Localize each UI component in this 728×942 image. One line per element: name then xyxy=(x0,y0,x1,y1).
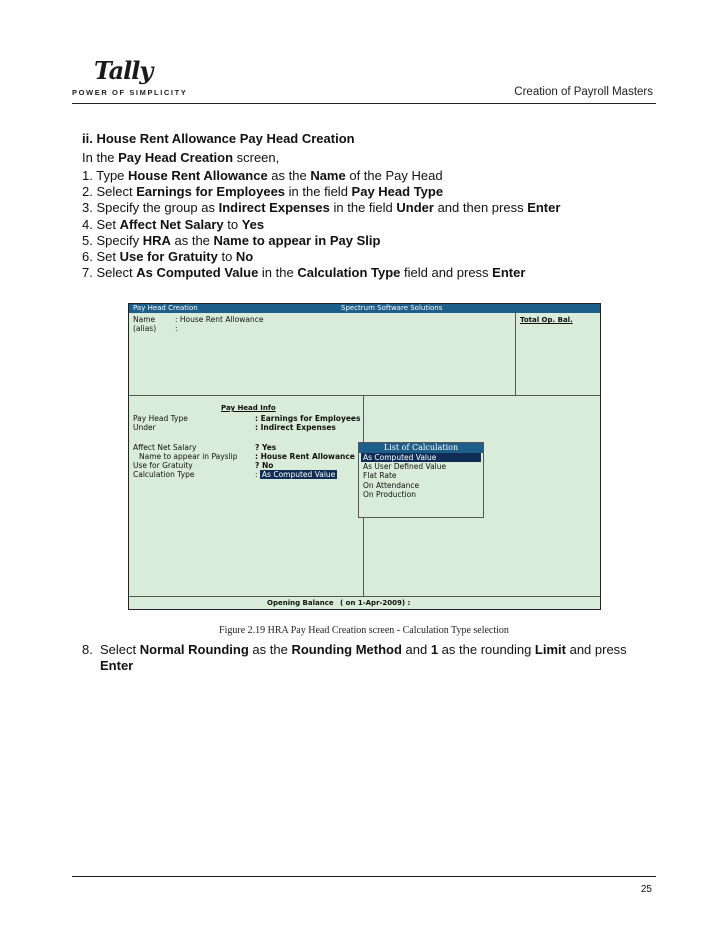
step-8-segment: Select xyxy=(100,642,140,657)
step-5-segment: HRA xyxy=(142,232,171,248)
step-item xyxy=(82,265,560,281)
intro-pre: In the xyxy=(82,150,119,165)
intro-text xyxy=(82,150,279,165)
step-8 xyxy=(82,642,652,674)
name-region xyxy=(129,313,600,396)
tally-logo xyxy=(72,56,188,100)
step-number: 4. xyxy=(82,216,97,232)
header-title: Creation of Payroll Masters xyxy=(514,86,653,98)
use-for-gratuity-label: Use for Gratuity xyxy=(133,461,193,470)
total-op-bal-label: Total Op. Bal. xyxy=(520,316,573,324)
step-item xyxy=(82,184,560,200)
step-3-segment: Under xyxy=(396,200,434,216)
steps-list xyxy=(82,168,560,281)
page-number: 25 xyxy=(640,884,652,895)
figure-caption: Figure 2.19 HRA Pay Head Creation screen - Calculation Type selection xyxy=(219,625,509,636)
step-7-segment: Calculation Type xyxy=(297,265,401,281)
pay-head-type-value[interactable]: : Earnings for Employees xyxy=(255,414,361,423)
total-op-bal-panel xyxy=(515,313,601,395)
opening-balance-bar xyxy=(129,596,600,610)
step-7-segment: Enter xyxy=(492,265,526,281)
step-2-segment: Select xyxy=(96,184,137,200)
calculation-options xyxy=(359,453,483,499)
step-4-segment: Set xyxy=(96,216,120,232)
step-4-segment: Affect Net Salary xyxy=(119,216,224,232)
step-7-segment: As Computed Value xyxy=(136,265,259,281)
step-8-text xyxy=(82,642,652,674)
step-8-segment: Limit xyxy=(534,642,566,657)
step-7-segment: Select xyxy=(96,265,137,281)
step-number: 3. xyxy=(82,200,97,216)
step-1-segment: Name xyxy=(310,168,346,183)
step-number: 2. xyxy=(82,184,97,200)
step-5-segment: Specify xyxy=(96,232,143,248)
step-5-segment: as the xyxy=(170,232,214,248)
pay-head-type-label: Pay Head Type xyxy=(133,414,188,423)
step-item xyxy=(82,217,560,233)
step-8-segment: and xyxy=(401,642,431,657)
step-3-segment: Specify the group as xyxy=(96,200,219,216)
pay-head-info-heading: Pay Head Info xyxy=(221,404,276,412)
step-item xyxy=(82,249,560,265)
calculation-type-value[interactable] xyxy=(255,470,337,479)
step-8-segment: as the xyxy=(248,642,292,657)
step-8-segment: Normal Rounding xyxy=(139,642,249,657)
step-7-segment: in the xyxy=(258,265,298,281)
logo-tagline: POWER OF SIMPLICITY xyxy=(72,88,188,97)
opening-balance-date: ( on 1-Apr-2009) : xyxy=(340,599,411,607)
under-value[interactable]: : Indirect Expenses xyxy=(255,423,336,432)
step-4-segment: to xyxy=(223,216,242,232)
screen-title-bar xyxy=(129,304,600,313)
step-3-segment: in the field xyxy=(329,200,397,216)
step-number: 6. xyxy=(82,248,97,264)
step-8-segment: Enter xyxy=(100,658,134,673)
step-item xyxy=(82,168,560,184)
step-number: 7. xyxy=(82,265,97,281)
step-1-segment: of the Pay Head xyxy=(345,168,443,183)
step-7-segment: field and press xyxy=(400,265,493,281)
footer-divider xyxy=(72,876,656,877)
affect-net-salary-value[interactable]: ? Yes xyxy=(255,443,277,452)
intro-bold: Pay Head Creation xyxy=(118,150,234,165)
logo-word: Tally xyxy=(94,56,153,85)
calculation-option[interactable]: On Production xyxy=(363,489,416,499)
pay-head-info-panel xyxy=(129,396,364,596)
step-3-segment: Enter xyxy=(527,200,561,216)
company-name: Spectrum Software Solutions xyxy=(341,304,443,312)
step-8-segment: Rounding Method xyxy=(291,642,402,657)
step-8-number: 8. xyxy=(82,642,93,657)
step-6-segment: to xyxy=(217,248,236,264)
step-number: 5. xyxy=(82,232,97,248)
affect-net-salary-label: Affect Net Salary xyxy=(133,443,197,452)
section-title: ii. House Rent Allowance Pay Head Creation xyxy=(82,131,355,146)
step-1-segment: Type xyxy=(96,168,129,183)
step-item xyxy=(82,200,560,216)
name-value[interactable]: : House Rent Allowance xyxy=(175,315,264,324)
calculation-option[interactable]: As Computed Value xyxy=(361,453,481,462)
step-3-segment: Indirect Expenses xyxy=(218,200,330,216)
calculation-option[interactable]: As User Defined Value xyxy=(363,462,447,472)
intro-post: screen, xyxy=(233,150,280,165)
step-item xyxy=(82,233,560,249)
alias-label: (alias) xyxy=(133,324,157,333)
calculation-type-label: Calculation Type xyxy=(133,470,195,479)
step-2-segment: Earnings for Employees xyxy=(136,184,286,200)
step-6-segment: Set xyxy=(96,248,120,264)
step-8-segment: 1 xyxy=(430,642,439,657)
calculation-type-selected[interactable]: As Computed Value xyxy=(261,470,336,479)
calculation-type-colon: : xyxy=(255,470,258,479)
step-5-segment: Name to appear in Pay Slip xyxy=(213,232,381,248)
step-8-segment: and press xyxy=(565,642,627,657)
step-6-segment: Use for Gratuity xyxy=(119,248,218,264)
step-number: 1. xyxy=(82,168,97,183)
under-label: Under xyxy=(133,423,156,432)
header-divider xyxy=(72,103,656,104)
calculation-option[interactable]: On Attendance xyxy=(363,480,420,490)
opening-balance-label: Opening Balance xyxy=(267,599,334,607)
step-1-segment: as the xyxy=(267,168,311,183)
alias-value[interactable]: : xyxy=(175,324,178,333)
step-2-segment: in the field xyxy=(285,184,352,200)
payslip-name-value[interactable]: : House Rent Allowance xyxy=(255,452,355,461)
calculation-option[interactable]: Flat Rate xyxy=(363,471,397,481)
step-1-segment: House Rent Allowance xyxy=(128,168,268,183)
screen-title: Pay Head Creation xyxy=(133,304,198,312)
step-3-segment: and then press xyxy=(433,200,528,216)
step-8-segment: as the rounding xyxy=(438,642,535,657)
payslip-name-label: Name to appear in Payslip xyxy=(139,452,238,461)
step-2-segment: Pay Head Type xyxy=(351,184,444,200)
calculation-list-title: List of Calculation xyxy=(359,443,483,453)
step-4-segment: Yes xyxy=(241,216,265,232)
step-6-segment: No xyxy=(235,248,254,264)
use-for-gratuity-value[interactable]: ? No xyxy=(255,461,274,470)
calculation-list-popup xyxy=(358,442,484,518)
name-label: Name xyxy=(133,315,156,324)
